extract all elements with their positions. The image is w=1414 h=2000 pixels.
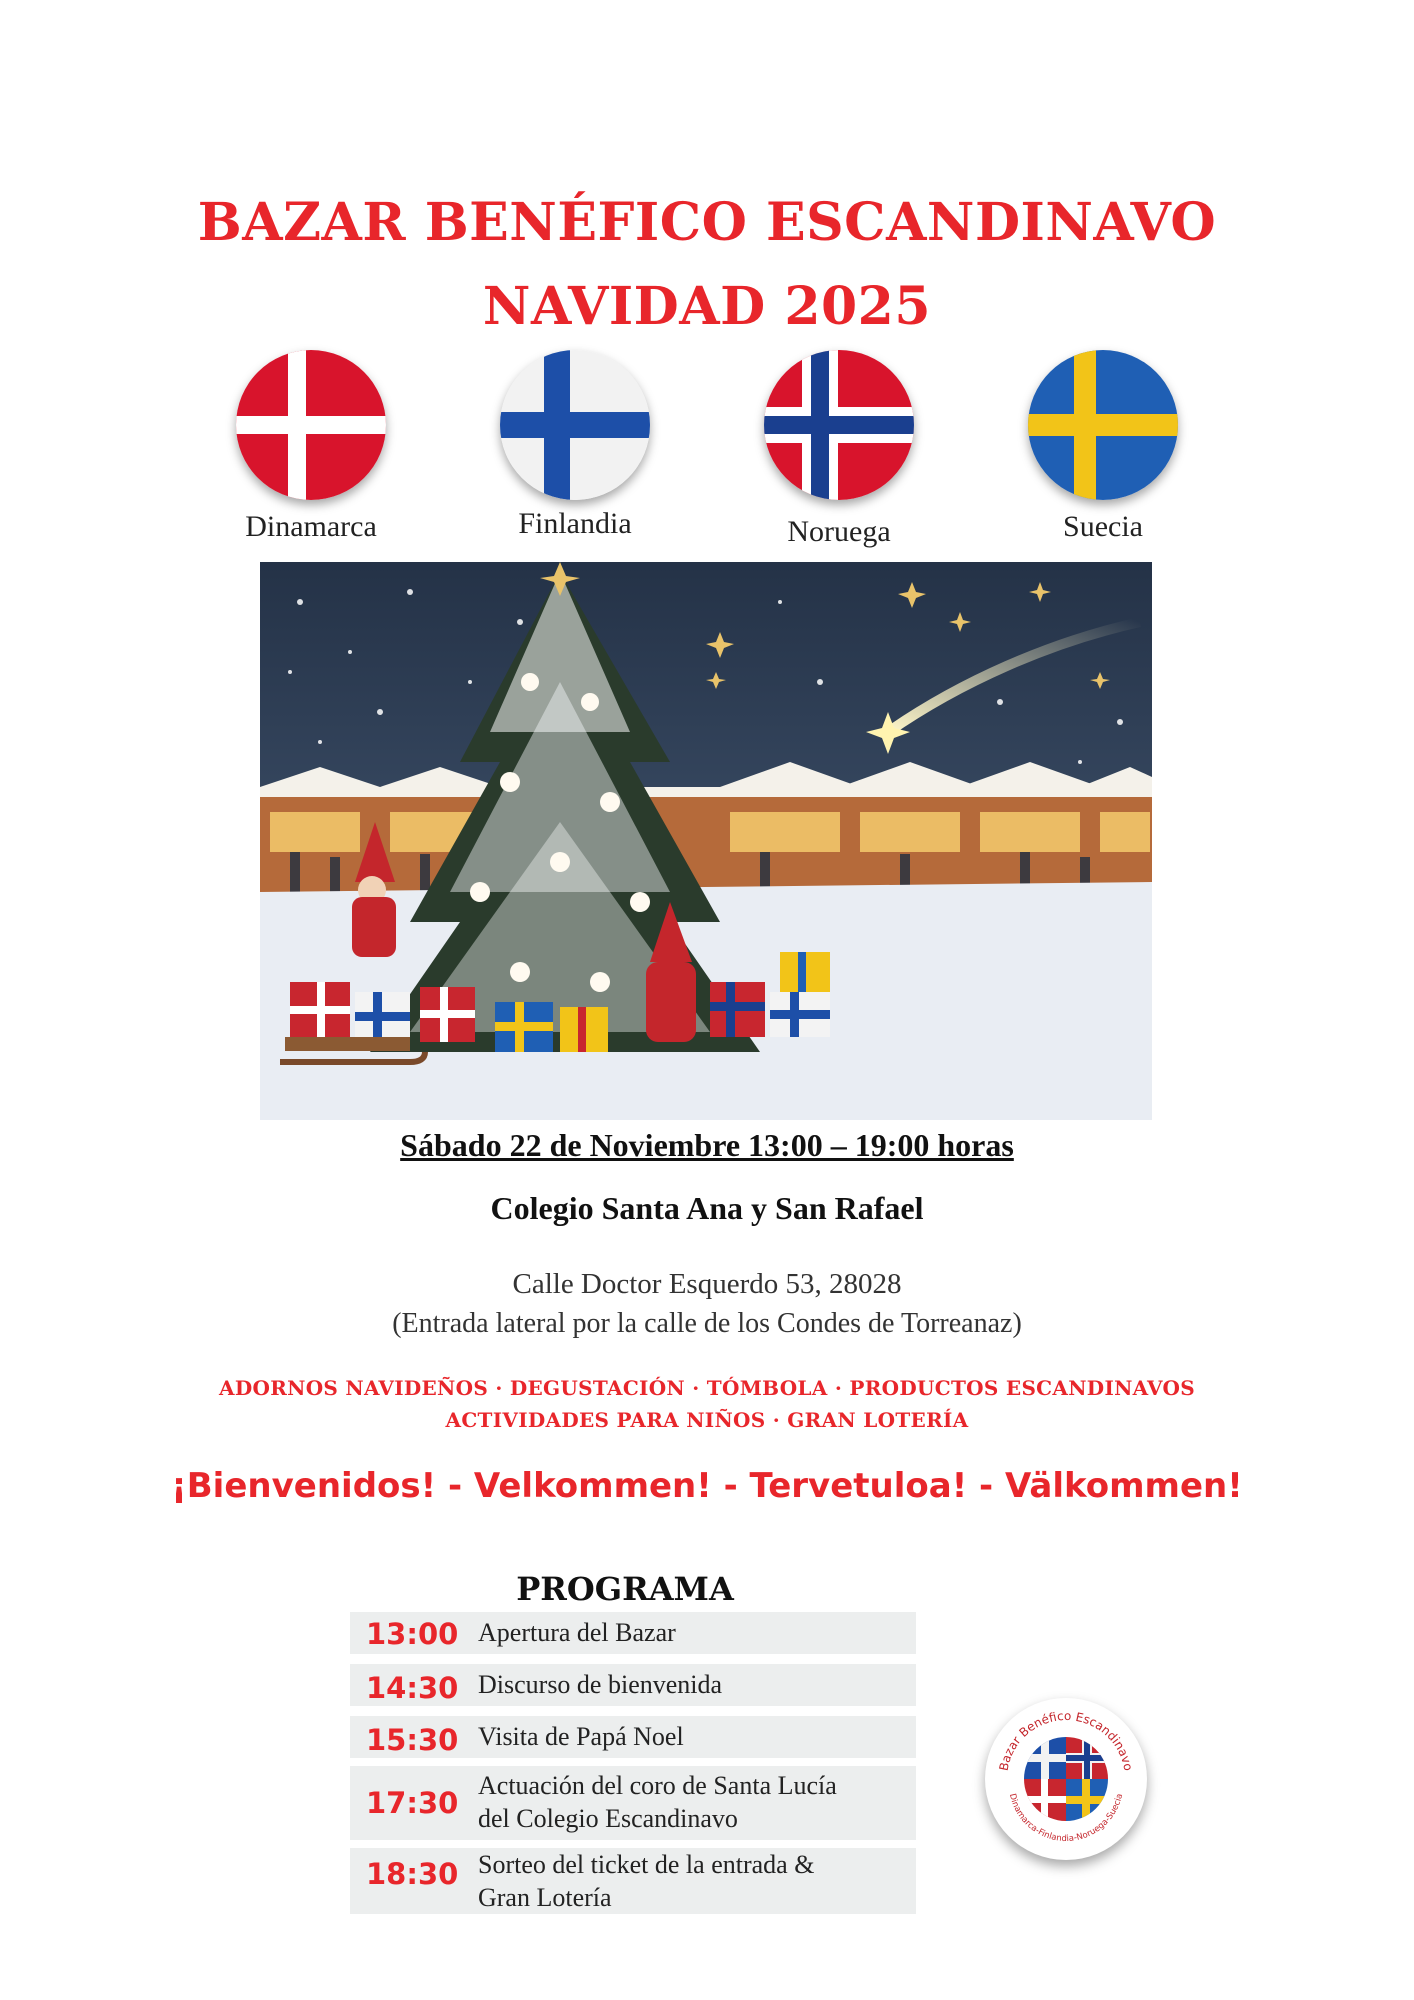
title-line-2: NAVIDAD 2025 [482,276,932,337]
program-time: 14:30 [366,1671,459,1705]
finland-flag-icon [500,350,650,500]
program-row [350,1848,916,1914]
program-description: Visita de Papá Noel [478,1722,684,1751]
welcome-message: ¡Bienvenidos! - Velkommen! - Tervetuloa! - Välkommen! [171,1466,1243,1506]
flag-label-denmark: Dinamarca [245,510,377,543]
program-description: Apertura del Bazar [478,1618,676,1647]
program-time: 17:30 [366,1786,459,1820]
flag-label-finland: Finlandia [518,507,632,540]
program-row [350,1716,916,1758]
program-time: 18:30 [366,1857,459,1891]
activities-line-2: ACTIVIDADES PARA NIÑOS · GRAN LOTERÍA [445,1408,969,1432]
program-description: Discurso de bienvenida [478,1670,723,1699]
event-venue: Colegio Santa Ana y San Rafael [490,1190,924,1226]
program-description-line-1: Actuación del coro de Santa Lucía [478,1771,837,1800]
norway-flag-icon [764,350,914,500]
program-description-line-2: Gran Lotería [478,1883,612,1912]
event-address: Calle Doctor Esquerdo 53, 28028 [512,1268,902,1300]
flag-label-sweden: Suecia [1063,510,1143,543]
bazar-logo [985,1698,1147,1860]
event-date-time: Sábado 22 de Noviembre 13:00 – 19:00 horas [400,1127,1014,1163]
program-row [350,1612,916,1654]
flag-label-norway: Noruega [787,515,891,548]
program-title: PROGRAMA [516,1570,734,1608]
program-time: 13:00 [366,1617,459,1651]
program-description-line-2: del Colegio Escandinavo [478,1804,738,1833]
logo-top-text: Bazar Benéfico Escandinavo [996,1708,1136,1772]
logo-bottom-text: Dinamarca-Finlandia-Noruega-Suecia [1006,1792,1126,1845]
program-table [350,1612,916,1910]
program-row [350,1664,916,1706]
title-line-1: BAZAR BENÉFICO ESCANDINAVO [197,192,1217,253]
christmas-market-illustration [260,562,1152,1120]
activities-line-1: ADORNOS NAVIDEÑOS · DEGUSTACIÓN · TÓMBOLA · PRODUCTOS ESCANDINAVOS [219,1376,1195,1400]
sweden-flag-icon [1028,350,1178,500]
program-row [350,1766,916,1840]
event-entrance-note: (Entrada lateral por la calle de los Condes de Torreanaz) [392,1308,1022,1339]
denmark-flag-icon [236,350,386,500]
program-description-line-1: Sorteo del ticket de la entrada & [478,1850,815,1879]
program-time: 15:30 [366,1723,459,1757]
